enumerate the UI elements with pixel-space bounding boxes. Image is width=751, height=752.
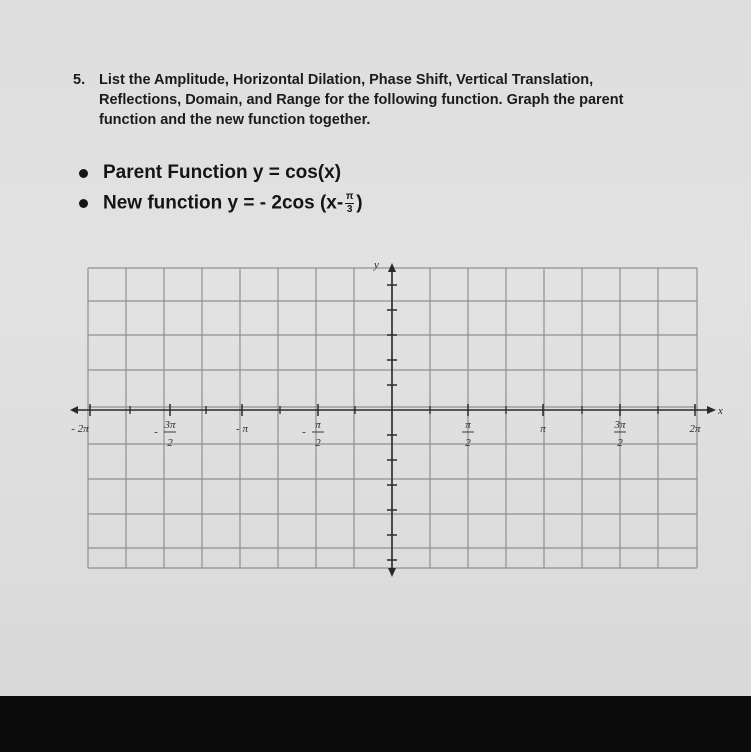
tick-sign: - bbox=[154, 426, 158, 438]
tick-numerator: 3π bbox=[164, 419, 176, 431]
tick-denominator: 2 bbox=[167, 437, 173, 449]
question-text-1: List the Amplitude, Horizontal Dilation, Phase Shift, Vertical Translation, bbox=[99, 72, 594, 88]
fraction-numerator: π bbox=[345, 190, 354, 202]
tick-denominator: 2 bbox=[315, 437, 321, 449]
y-axis-label: y bbox=[374, 259, 379, 271]
question-line-3: function and the new function together. bbox=[99, 112, 371, 128]
x-axis-label: x bbox=[718, 405, 723, 417]
tick-text: 2π bbox=[689, 423, 701, 435]
y-axis-down-arrow-icon bbox=[388, 568, 396, 577]
tick-text: - 2π bbox=[71, 423, 89, 435]
tick-text: - π bbox=[236, 423, 248, 435]
tick-text: π bbox=[540, 423, 546, 435]
parent-function-text: Parent Function y = cos(x) bbox=[103, 162, 342, 183]
tick-numerator: π bbox=[465, 419, 471, 431]
new-function-prefix: New function y = - 2cos (x- bbox=[103, 192, 344, 214]
tick-sign: - bbox=[302, 426, 306, 438]
question-number: 5. bbox=[73, 72, 86, 88]
fraction-denominator: 3 bbox=[346, 203, 353, 215]
x-axis-left-arrow-icon bbox=[70, 406, 78, 414]
x-axis-arrow-icon bbox=[707, 406, 716, 414]
tick-denominator: 2 bbox=[617, 437, 623, 449]
x-tick-label-7 bbox=[689, 423, 701, 435]
tick-denominator: 2 bbox=[465, 437, 471, 449]
tick-numerator: π bbox=[315, 419, 321, 431]
x-tick-label-2 bbox=[236, 423, 248, 435]
dark-background bbox=[0, 696, 751, 752]
question-line-2: Reflections, Domain, and Range for the following function. Graph the parent bbox=[99, 92, 624, 108]
new-function-suffix: ) bbox=[356, 192, 363, 214]
tick-numerator: 3π bbox=[614, 419, 626, 431]
graph-axes bbox=[70, 259, 723, 577]
x-tick-label-0 bbox=[71, 423, 89, 435]
x-tick-label-5 bbox=[540, 423, 546, 435]
